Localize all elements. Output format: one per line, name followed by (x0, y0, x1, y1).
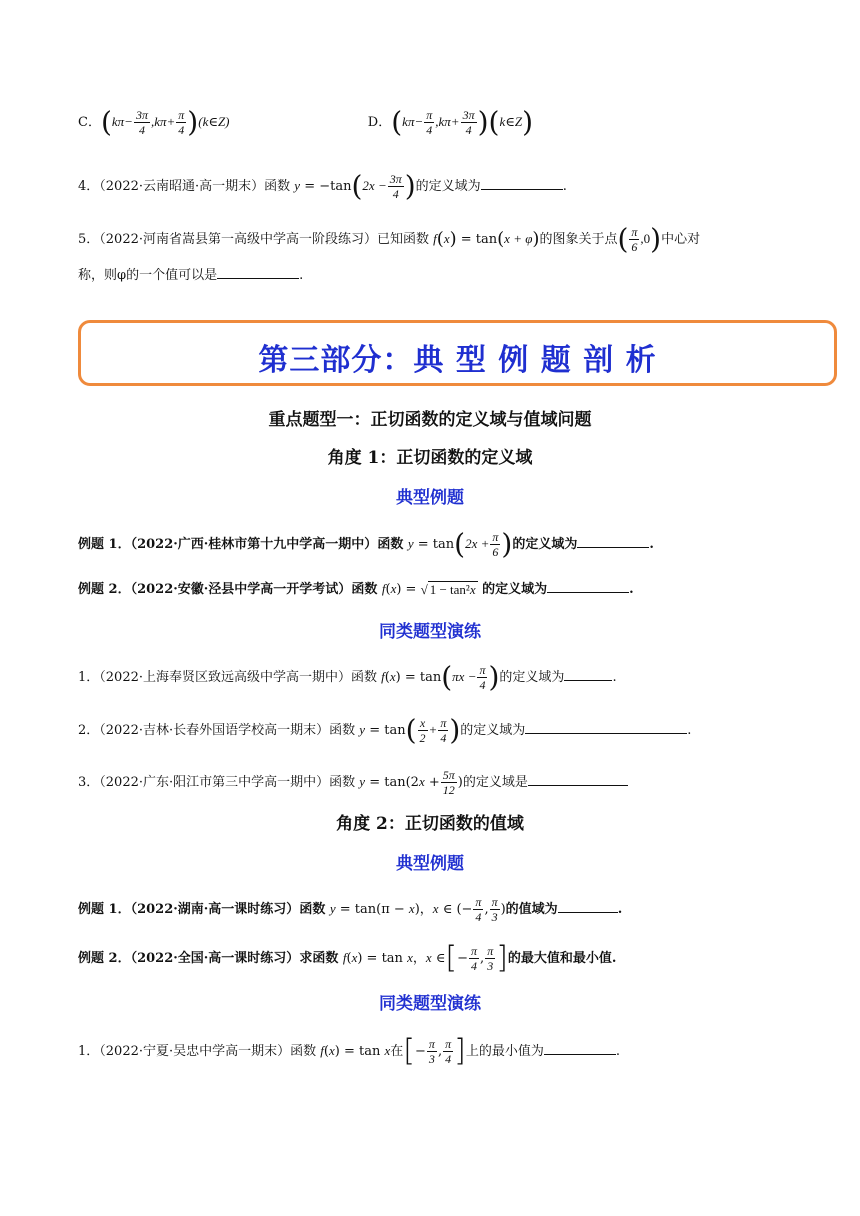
section-banner-title: 第三部分：典 型 例 题 剖 析 (258, 343, 657, 378)
angle-1-example-2: 例题 2．（2022·安徽·泾县中学高一开学考试）函数 f(x) = √ 1 − tan²x 的定义域为 . (78, 581, 634, 597)
answer-blank[interactable] (528, 772, 628, 786)
angle-2-examples-heading: 典型例题 (396, 854, 464, 874)
angle-2-practice-1: 1．（2022·宁夏·吴忠中学高一期末）函数 f(x) = tan x在[− $\frac{\pi}{3}$ , $\frac{\pi}{4}$ ]上的最小值为 . (78, 1033, 620, 1069)
angle-1-practice-1: 1．（2022·上海奉贤区致远高级中学高一期中）函数 f(x) = tan(πx − $\frac{\pi}{4}$ )的定义域为 . (78, 660, 617, 694)
option-c-label: C． (78, 115, 101, 130)
answer-blank[interactable] (564, 667, 612, 681)
angle-1-practice-3: 3．（2022·广东·阳江市第三中学高一期中）函数 y = tan(2x + $\frac{5\pi}{12}$ )的定义域是 (78, 768, 820, 797)
question-4: 4．（2022·云南昭通·高一期末）函数 y = −tan(2x − $\frac{3\pi}{4}$ )的定义域为 . (78, 169, 567, 203)
answer-blank[interactable] (525, 720, 687, 734)
angle-1-practice-2: 2．（2022·吉林·长春外国语学校高一期末）函数 y = tan( $\frac{x}{2}$ + $\frac{\pi}{4}$ )的定义域为 . (78, 713, 692, 747)
answer-blank[interactable] (547, 579, 629, 593)
answer-blank[interactable] (577, 534, 649, 548)
answer-blank[interactable] (544, 1041, 616, 1055)
answer-blank[interactable] (558, 899, 618, 913)
angle-2-example-2: 例题 2．（2022·全国·高一课时练习）求函数 f(x) = tan x，x ∈[− $\frac{\pi}{4}$ , $\frac{\pi}{3}$ ]的最大值和最小值. (78, 940, 617, 976)
angle-1-heading: 角度 1：正切函数的定义域 (327, 448, 533, 468)
section-banner (78, 320, 837, 386)
question-5: 5．（2022·河南省嵩县第一高级中学高一阶段练习）已知函数 f(x) = tan(x + φ)的图象关于点( $\frac{\pi}{6}$ ,0)中心对 (78, 222, 701, 256)
angle-2-heading: 角度 2：正切函数的值域 (336, 814, 524, 834)
angle-1-examples-heading: 典型例题 (396, 488, 464, 508)
answer-blank[interactable] (481, 176, 563, 190)
angle-2-practice-heading: 同类题型演练 (379, 994, 481, 1014)
question-5-line2: 称，则φ的一个值可以是 . (78, 265, 820, 286)
angle-1-practice-heading: 同类题型演练 (379, 622, 481, 642)
angle-2-example-1: 例题 1．（2022·湖南·高一课时练习）函数 y = tan(π − x)，x ∈ (− $\frac{\pi}{4}$ , $\frac{\pi}{3}$ )的值域为 . (78, 895, 623, 924)
angle-1-example-1: 例题 1．（2022·广西·桂林市第十九中学高一期中）函数 y = tan(2x + $\frac{\pi}{6}$ )的定义域为 . (78, 527, 654, 561)
answer-blank[interactable] (217, 265, 299, 279)
type-heading: 重点题型一：正切函数的定义域与值域问题 (268, 410, 592, 430)
option-row: C．(kπ− $\frac{3\pi}{4}$ ,kπ+ $\frac{\pi}{4}$ )(k∈Z) D．(kπ− $\frac{\pi}{4}$ ,kπ+ $\frac{3\pi}{4}$ )(k∈Z) (78, 105, 534, 139)
option-d-label: D． (367, 115, 392, 130)
